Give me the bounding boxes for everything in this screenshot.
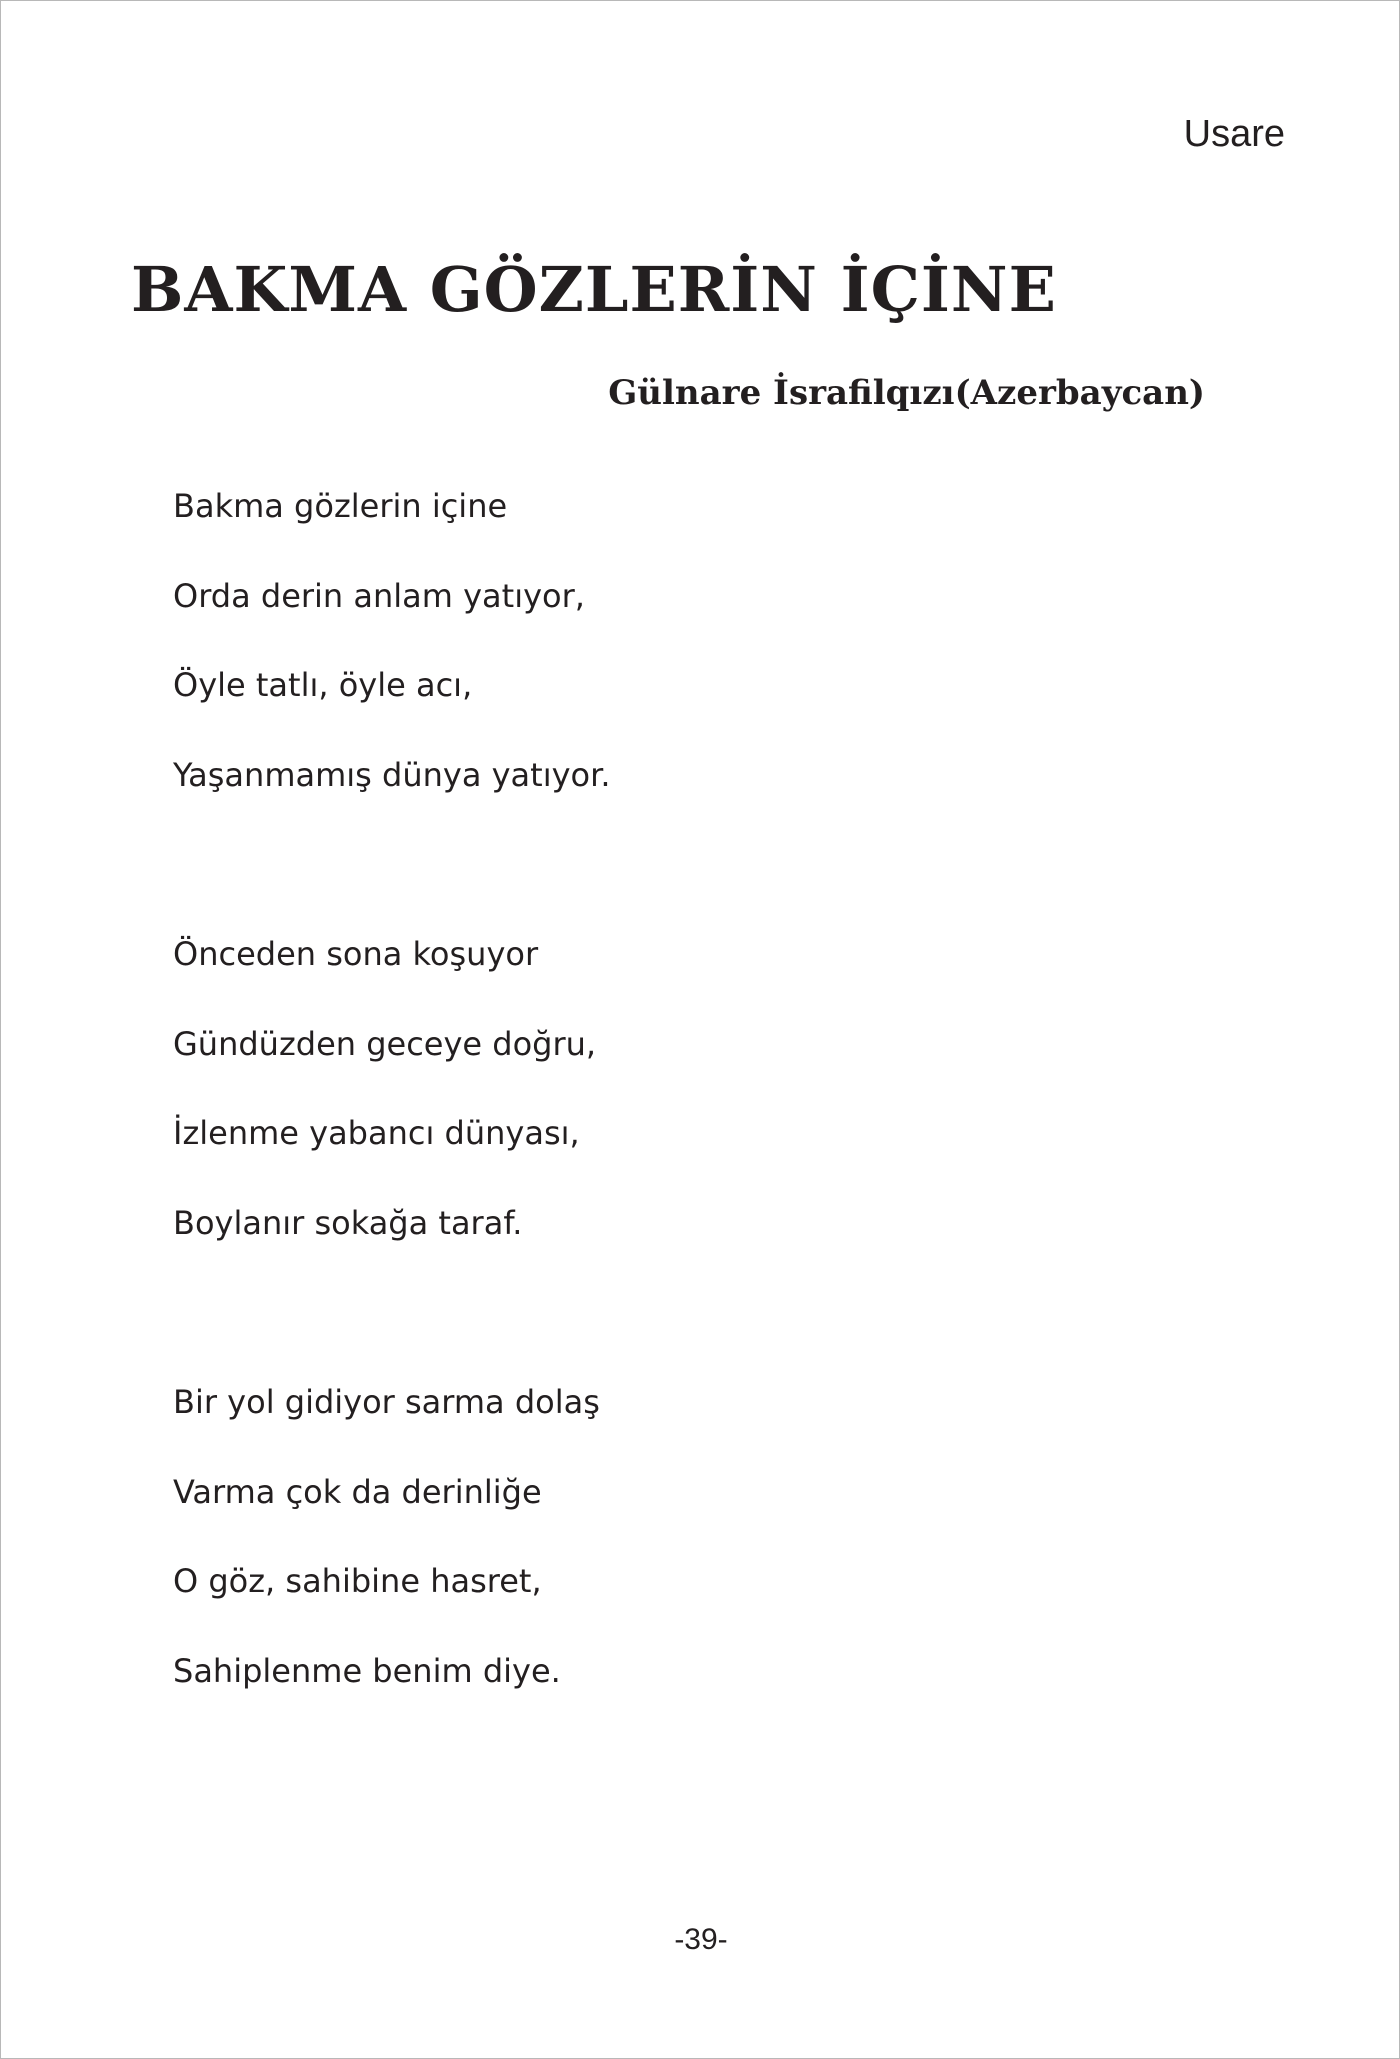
poem-line: Boylanır sokağa taraf. xyxy=(173,1203,523,1242)
poem-line: İzlenme yabancı dünyası, xyxy=(173,1114,580,1152)
page-number: -39- xyxy=(674,1923,728,1956)
poem-line: Varma çok da derinliğe xyxy=(173,1472,542,1511)
poem-title: BAKMA GÖZLERİN İÇİNE xyxy=(131,253,1057,326)
poem-line: O göz, sahibine hasret, xyxy=(173,1562,542,1600)
stanza-2 xyxy=(173,921,610,1279)
poem-line: Sahiplenme benim diye. xyxy=(173,1651,561,1690)
poem-line: Öyle tatlı, öyle acı, xyxy=(173,666,473,704)
poem-line: Orda derin anlam yatıyor, xyxy=(173,576,585,615)
running-header: Usare xyxy=(1183,113,1285,155)
poem-line: Önceden sona koşuyor xyxy=(173,935,539,973)
poem-line: Bakma gözlerin içine xyxy=(173,487,508,525)
poem-body xyxy=(173,473,610,1817)
poem-author: Gülnare İsrafilqızı(Azerbaycan) xyxy=(608,373,1205,413)
poem-line: Bir yol gidiyor sarma dolaş xyxy=(173,1383,600,1421)
stanza-1 xyxy=(173,473,610,831)
poem-line: Yaşanmamış dünya yatıyor. xyxy=(173,755,611,794)
stanza-3 xyxy=(173,1369,610,1727)
poem-line: Gündüzden geceye doğru, xyxy=(173,1024,597,1063)
